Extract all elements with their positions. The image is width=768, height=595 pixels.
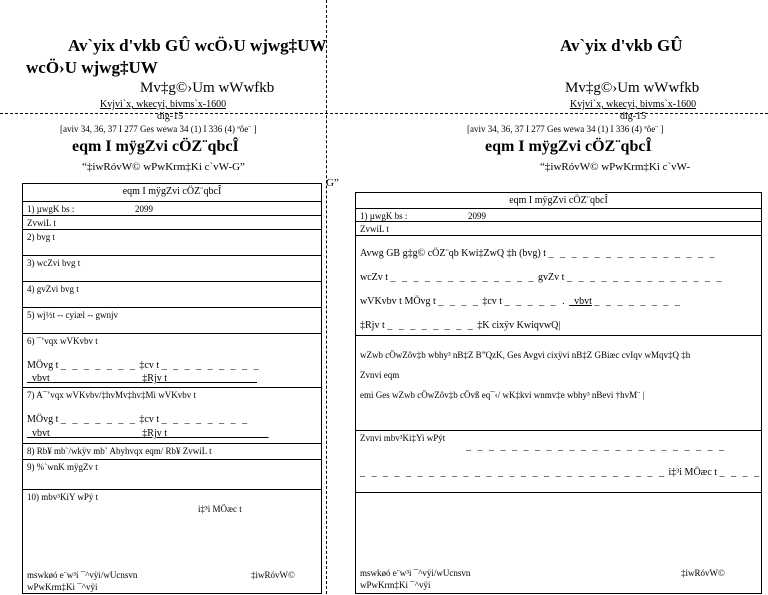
right-address: Kvjvi`x, wkecyi, bivms`x-1600 <box>570 99 697 110</box>
right-subtitle: Mv‡g©›Um wWwfkb <box>565 80 700 96</box>
left-footer-registered: ‡iwRóvW© <box>251 570 295 580</box>
right-certification-line3: emi Ges wZwb cÖwZôv‡b cÖvß eq¯‹/ wK‡kvi wnmv‡e wbhy³ nBevi †hvM¨ | <box>360 390 645 400</box>
right-father-label: wcZv t <box>360 272 389 283</box>
right-quote: “‡iwRóvW© wPwKrm‡Ki c`vW- <box>540 161 691 173</box>
right-serial-value: 2099 <box>468 211 486 221</box>
left-father-row: 3) wcZvi bvg t <box>23 256 321 282</box>
right-form-box <box>355 192 762 594</box>
side-mark: G” <box>326 177 339 189</box>
left-footer-doctor-signature: wPwKrm‡Ki ¯^vÿi <box>27 582 98 592</box>
left-gender-row: 5) wj½t -- cyiæl -- gwnjv <box>23 308 321 334</box>
left-quote: “‡iwRóvW© wPwKrm‡Ki c`vW-G” <box>82 161 245 173</box>
right-certification-age: Zvnvi eqm <box>360 370 400 380</box>
right-declaration-name-label: Avwg GB g‡g© cÖZ¨qb Kwi‡ZwQ ‡h (bvg) t <box>360 248 547 259</box>
left-present-address-label: 7) A¯’vqx wVKvbv/‡hvMv‡hv‡Mi wVKvbv t <box>27 390 197 400</box>
right-heading: eqm I mÿgZvi cÖZ¨qbcÎ <box>485 138 652 155</box>
left-perm-thana-label: _vbvt <box>27 373 50 384</box>
left-perm-village-label: MÖvg t <box>27 360 59 371</box>
right-footer-signature: mswkøó e¨w³i ¯^vÿi/wUcnsvn <box>360 568 471 578</box>
left-form-number: dig-15 <box>157 111 184 122</box>
left-title: Av`yix d'vkb GÛ wcÖ›U wjwg‡UW <box>68 36 327 55</box>
right-date-row: ZvwiL t <box>356 222 761 236</box>
right-rule-reference: [aviv 34, 36, 37 I 277 Ges wewa 34 (1) I 336 (4) ªôe¨ ] <box>467 124 664 134</box>
right-serial-label: 1) µwgK bs : <box>360 211 408 221</box>
right-footer-section <box>356 493 761 595</box>
left-serial-row <box>23 202 321 216</box>
left-perm-post-label: ‡cv t <box>139 360 160 371</box>
left-name-row: 2) bvg t <box>23 230 321 256</box>
left-pres-village-label: MÖvg t <box>27 414 59 425</box>
vertical-cut-line <box>326 0 327 594</box>
left-permanent-address-row: 6) ¯’vqx wVKvbv t MÖvg t _ _ _ _ _ _ _ ‡cv t _ _ _ _ _ _ _ _ _ _vbvt _ _ _ _ _ _ _ _ ‡Rjv t _ _ _ _ _ _ _ _ <box>23 334 321 388</box>
right-serial-row <box>356 209 761 222</box>
left-perm-district-label: ‡Rjv t <box>142 373 168 384</box>
right-certification-line1: wZwb cÖwZôv‡b wbhy³ nB‡Z B”QzK, Ges Avgvi cixÿvi nB‡Z GBiæc cvIqv wMqv‡Q ‡h <box>360 350 691 360</box>
right-address-post-label: ‡cv t <box>482 296 503 307</box>
left-form-title: eqm I mÿgZvi cÖZ¨qbcÎ <box>23 184 321 202</box>
left-footer-signature: mswkøó e¨w³i ¯^vÿi/wUcnsvn <box>27 570 138 580</box>
right-identification-label: Zvnvi mbv³Ki‡Yi wPýt <box>360 433 446 443</box>
horizontal-cut-line <box>0 113 768 114</box>
right-declaration-section: Avwg GB g‡g© cÖZ¨qb Kwi‡ZwQ ‡h (bvg) t _ _ _ _ _ _ _ _ _ _ _ _ _ _ _ wcZv t _ _ _ _ _ _ _ _ _ _ _ _ _ gvZv t _ _ _ _ _ _ _ _ _ _ _ _ _ _ wVKvbv t MÖvg t _ _ _ _ ‡cv t _ _ _ _ _ . _vbvt _ _ _ _ _ _ _ _ ‡Rjv t _ _ _ _ _ _ _ _ ‡K cixÿv KwiqvwQ| <box>356 236 761 336</box>
right-certification-section <box>356 336 761 431</box>
right-footer-registered: ‡iwRóvW© <box>681 568 725 578</box>
right-examined-text: ‡K cixÿv KwiqvwQ| <box>477 320 561 331</box>
left-birth-certificate-row: 8) Rb¥ mb`/wkÿv mb` Abyhvqx eqm/ Rb¥ ZvwiL t <box>23 444 321 460</box>
left-subtitle: Mv‡g©›Um wWwfkb <box>140 80 275 96</box>
left-identification-label: 10) mbv³KiY wPý t <box>27 492 99 502</box>
left-serial-value: 2099 <box>135 204 153 214</box>
left-heading: eqm I mÿgZvi cÖZ¨qbcÎ <box>72 138 239 155</box>
right-address-thana-label: _vbvt <box>569 296 592 307</box>
right-mother-label: gvZv t <box>538 272 565 283</box>
left-identification-row <box>23 490 321 595</box>
left-date-row: ZvwiL t <box>23 216 321 230</box>
right-blood-group-label: i‡³i MÖæc t <box>668 467 718 478</box>
left-form-box <box>22 183 322 594</box>
left-present-address-row: 7) A¯’vqx wVKvbv/‡hvMv‡hv‡Mi wVKvbv t MÖvg t _ _ _ _ _ _ _ ‡cv t _ _ _ _ _ _ _ _ _vbvt _ _ _ _ _ _ _ _ ‡Rjv t _ _ _ _ _ _ _ _ _ <box>23 388 321 444</box>
right-title: Av`yix d'vkb GÛ <box>560 36 683 55</box>
left-title-line2: wcÖ›U wjwg‡UW <box>26 58 158 77</box>
left-address: Kvjvi`x, wkecyi, bivms`x-1600 <box>100 99 227 110</box>
left-pres-thana-label: _vbvt <box>27 428 50 439</box>
left-pres-post-label: ‡cv t <box>139 414 160 425</box>
right-address-village-label: wVKvbv t MÖvg t <box>360 296 436 307</box>
right-footer-doctor-signature: wPwKrm‡Ki ¯^vÿi <box>360 580 431 590</box>
left-physical-fitness-row: 9) %`wnK mÿgZv t <box>23 460 321 490</box>
left-pres-district-label: ‡Rjv t <box>142 428 168 439</box>
left-blood-group-label: i‡³i MÖæc t <box>198 504 242 514</box>
left-rule-reference: [aviv 34, 36, 37 I 277 Ges wewa 34 (1) I 336 (4) ªôe¨ ] <box>60 124 257 134</box>
right-identification-section: Zvnvi mbv³Ki‡Yi wPýt _ _ _ _ _ _ _ _ _ _ _ _ _ _ _ _ _ _ _ _ _ _ _ _ _ _ _ _ _ _ _ _ _ _ _ _ _ _ _ _ _ _ _ _ _ _ _ _ _ _ i‡³i MÖæc t _ _ _ _ <box>356 431 761 493</box>
left-mother-row: 4) gvZvi bvg t <box>23 282 321 308</box>
right-address-district-label: ‡Rjv t <box>360 320 385 331</box>
right-form-title: eqm I mÿgZvi cÖZ¨qbcÎ <box>356 193 761 209</box>
left-permanent-address-label: 6) ¯’vqx wVKvbv t <box>27 336 98 346</box>
right-form-number: dig-15 <box>620 111 647 122</box>
left-serial-label: 1) µwgK bs : <box>27 204 75 214</box>
